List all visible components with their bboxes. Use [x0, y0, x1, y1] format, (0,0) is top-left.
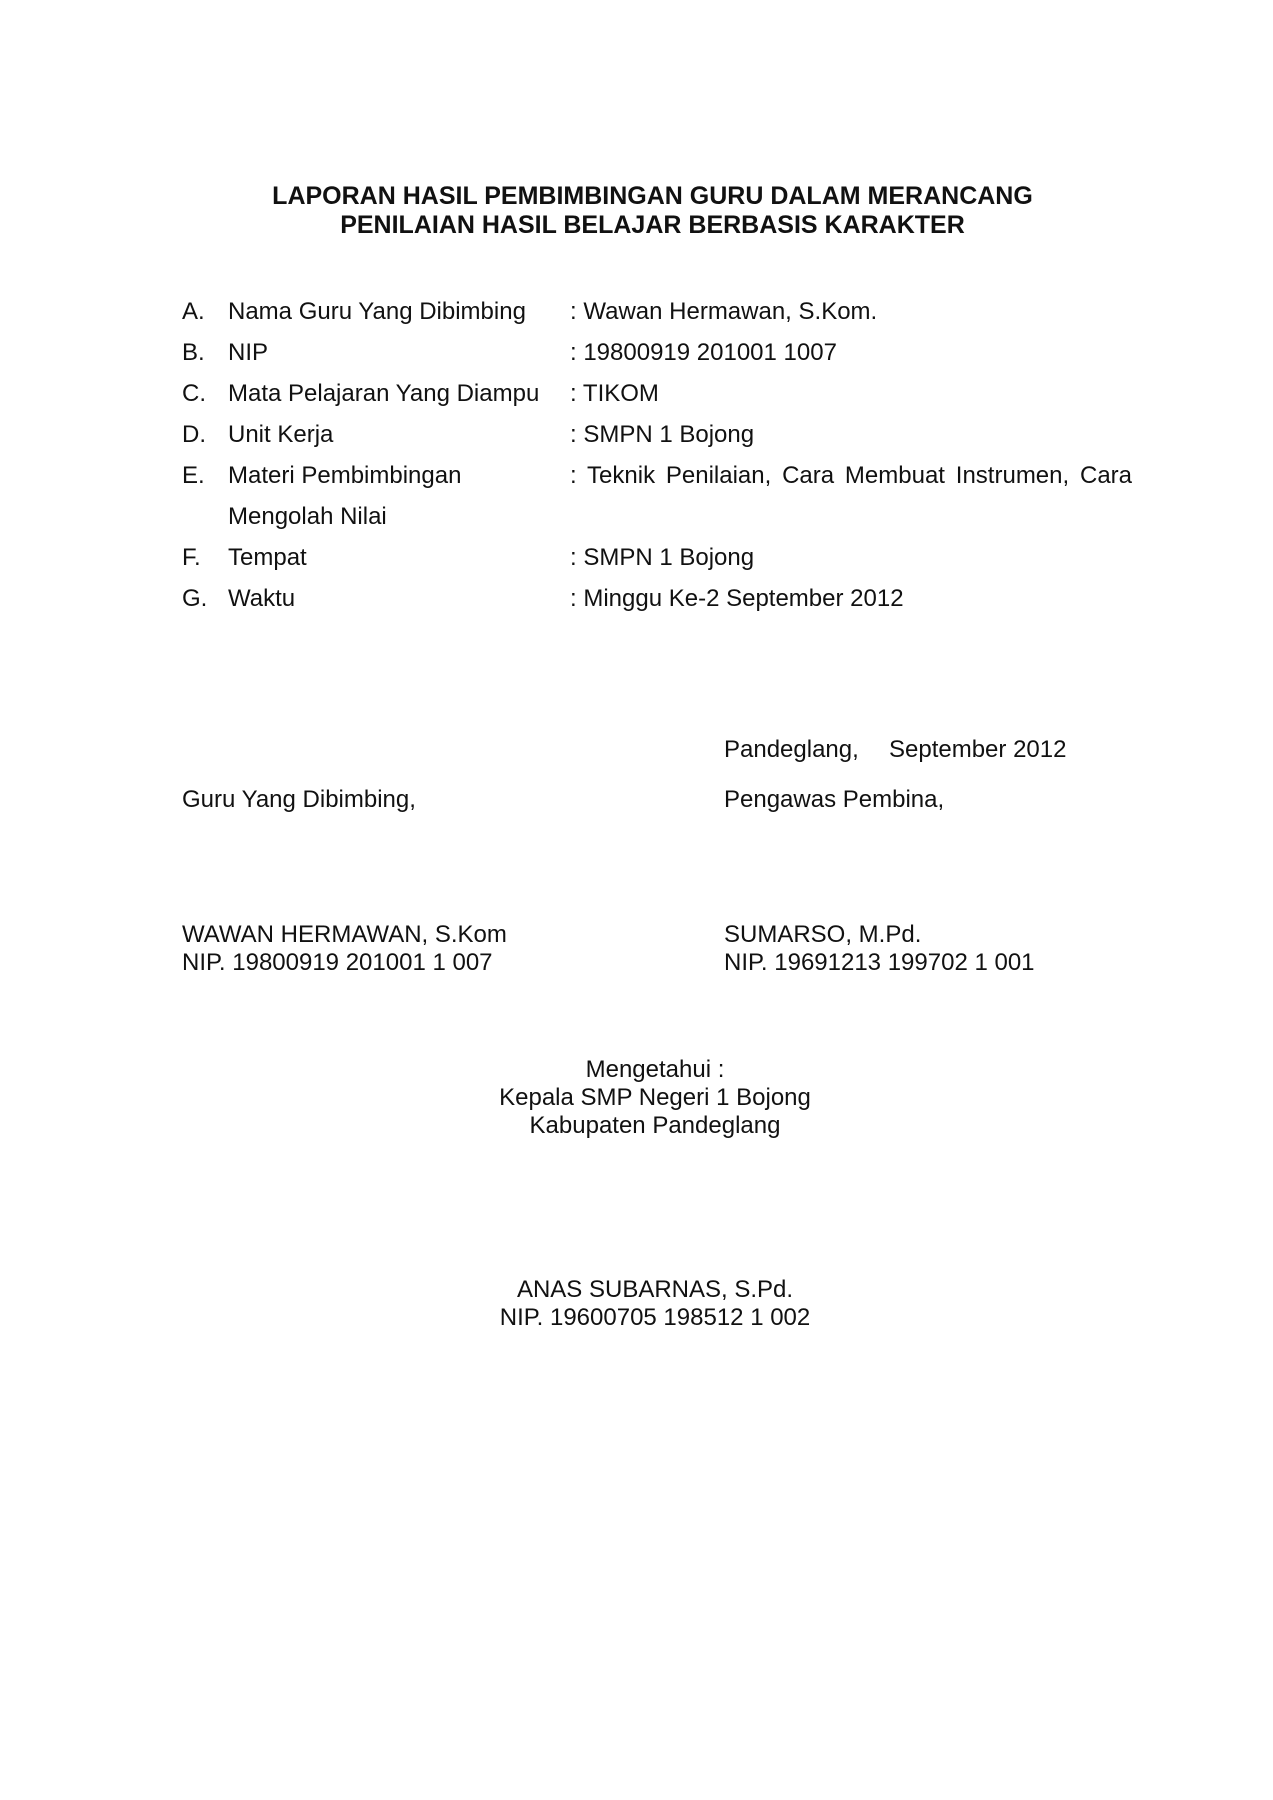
field-value: : Teknik Penilaian, Cara Membuat Instrumen, Cara	[570, 462, 1132, 489]
field-row-nip	[182, 333, 1132, 373]
approval-label: Mengetahui :	[585, 1056, 725, 1083]
field-row-mata-pelajaran	[182, 374, 1132, 414]
field-row-nama-guru	[182, 292, 1132, 332]
field-row-unit-kerja	[182, 415, 1132, 455]
approval-nip: NIP. 19600705 198512 1 002	[499, 1304, 811, 1331]
field-value: : SMPN 1 Bojong	[570, 544, 755, 571]
field-value: : 19800919 201001 1007	[570, 339, 837, 366]
left-signatory-name: WAWAN HERMAWAN, S.Kom	[182, 921, 507, 948]
field-row-tempat	[182, 538, 1132, 578]
document-title-line-2: PENILAIAN HASIL BELAJAR BERBASIS KARAKTER	[340, 211, 965, 239]
left-signatory-nip: NIP. 19800919 201001 1 007	[182, 949, 493, 976]
field-letter: F.	[182, 544, 201, 571]
field-letter: D.	[182, 421, 206, 448]
field-row-materi	[182, 456, 1132, 496]
field-label: Nama Guru Yang Dibimbing	[228, 298, 526, 325]
field-letter: E.	[182, 462, 205, 489]
field-row-waktu	[182, 579, 1132, 619]
left-signatory-role: Guru Yang Dibimbing,	[182, 786, 416, 813]
field-letter: C.	[182, 380, 206, 407]
document-title-line-1: LAPORAN HASIL PEMBIMBINGAN GURU DALAM MERANCANG	[272, 182, 1033, 210]
approval-name: ANAS SUBARNAS, S.Pd.	[516, 1276, 794, 1303]
field-label: Unit Kerja	[228, 421, 334, 448]
field-label: Mata Pelajaran Yang Diampu	[228, 380, 540, 407]
field-label: Materi Pembimbingan	[228, 462, 462, 489]
field-label: Tempat	[228, 544, 307, 571]
right-signatory-nip: NIP. 19691213 199702 1 001	[724, 949, 1035, 976]
field-letter: G.	[182, 585, 208, 612]
field-label: NIP	[228, 339, 269, 366]
signature-place: Pandeglang,	[724, 736, 859, 763]
signature-date: September 2012	[889, 736, 1067, 763]
field-value: : TIKOM	[570, 380, 659, 407]
field-value: : Wawan Hermawan, S.Kom.	[570, 298, 878, 325]
field-letter: A.	[182, 298, 205, 325]
field-label: Waktu	[228, 585, 296, 612]
right-signatory-name: SUMARSO, M.Pd.	[724, 921, 922, 948]
right-signatory-role: Pengawas Pembina,	[724, 786, 945, 813]
field-value-continuation: Mengolah Nilai	[228, 503, 387, 530]
approval-region: Kabupaten Pandeglang	[529, 1112, 781, 1139]
field-letter: B.	[182, 339, 205, 366]
approval-position: Kepala SMP Negeri 1 Bojong	[499, 1084, 811, 1111]
field-value: : SMPN 1 Bojong	[570, 421, 755, 448]
field-value: : Minggu Ke-2 September 2012	[570, 585, 904, 612]
